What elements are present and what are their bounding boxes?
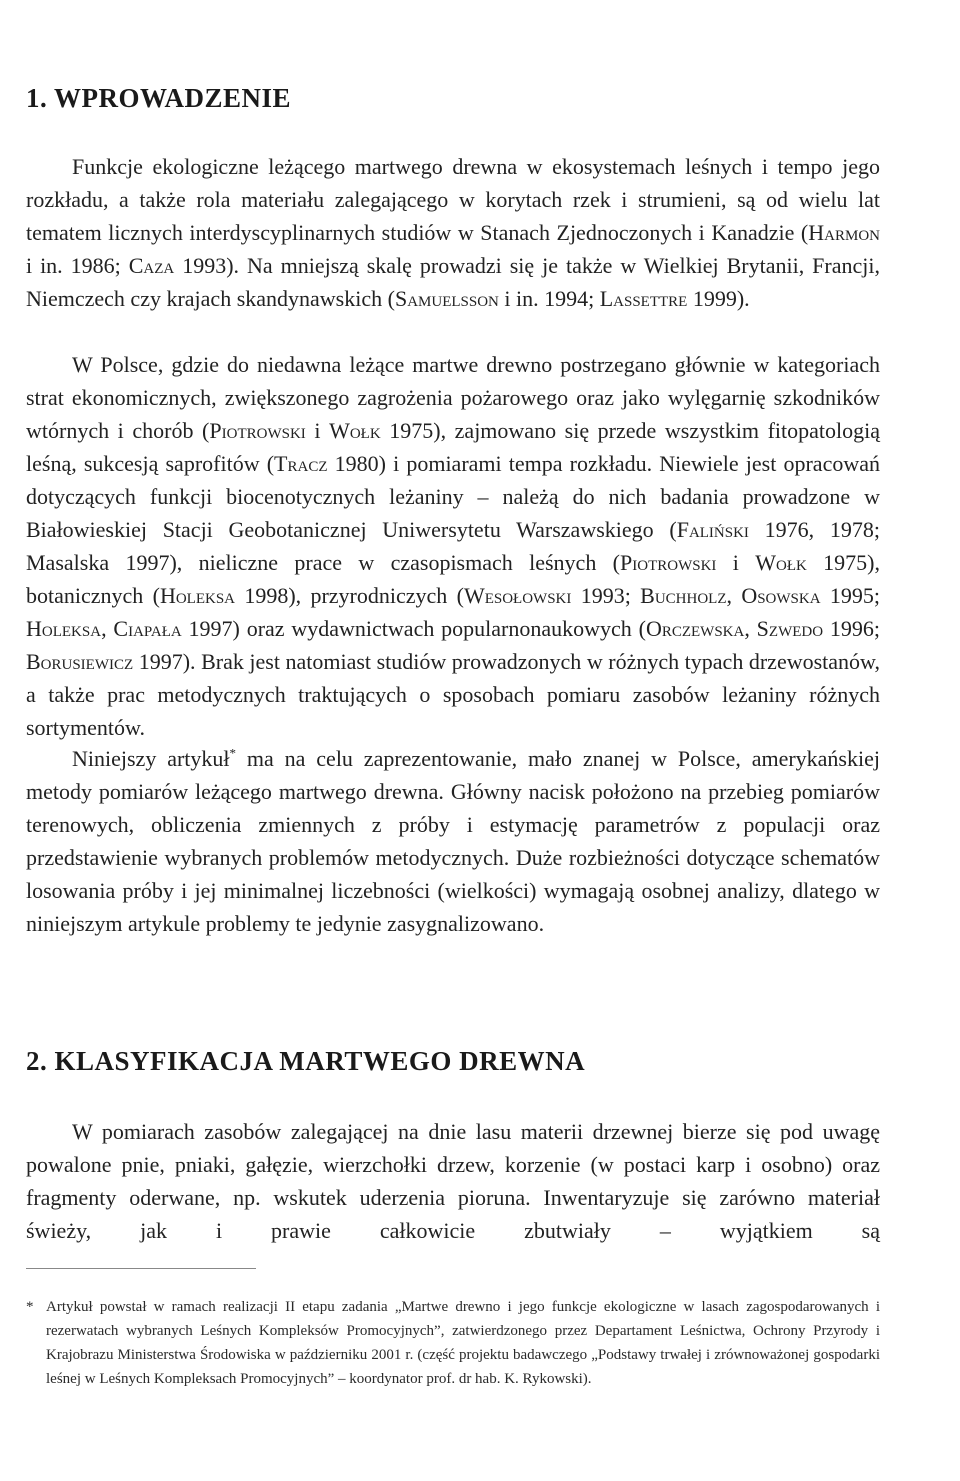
section-heading-classification: 2. KLASYFIKACJA MARTWEGO DREWNA [26, 1046, 586, 1076]
footnote-marker: * [229, 745, 237, 761]
footnote [26, 1295, 880, 1391]
section-heading-introduction: 1. WPROWADZENIE [26, 83, 292, 113]
paragraph-2: W Polsce, gdzie do niedawna leżące martwe drewno postrzegano głównie w kategoriach strat ekonomicznych, zwiększonego zagrożenia pożarowego oraz jako wylęgarnię szkodników wtórnych i chorób (Piotrowski i Wołk 1975), zajmowano się przede wszystkim fitopatologią leśną, sukcesją saprofitów (Tracz 1980) i pomiarami tempa rozkładu. Niewiele jest opracowań dotyczących funkcji biocenotycznych leżaniny – należą do nich badania prowadzone w Białowieskiej Stacji Geobotanicznej Uniwersytetu Warszawskiego (Faliński 1976, 1978; Masalska 1997), nieliczne prace w czasopismach leśnych (Piotrowski i Wołk 1975), botanicznych (Holeksa 1998), przyrodniczych (Wesołowski 1993; Buchholz, Osowska 1995; Holeksa, Ciapała 1997) oraz wydawnictwach popularnonaukowych (Orczewska, Szwedo 1996; Borusiewicz 1997). Brak jest natomiast studiów prowadzonych w różnych typach drzewostanów, a także prac metodycznych traktujących o sposobach pomiaru zasobów leżaniny różnych sortymentów. [26, 352, 881, 740]
footnote-divider [26, 1268, 256, 1269]
paragraph-3: Niniejszy artykuł* ma na celu zaprezentowanie, mało znanej w Polsce, amerykańskiej metody pomiarów leżącego martwego drewna. Główny nacisk położono na przebieg pomiarów terenowych, obliczenia zmiennych z próby i estymację parametrów z populacji oraz przedstawienie wybranych problemów metodycznych. Duże rozbieżności dotyczące schematów losowania próby i jej minimalnej liczebności (wielkości) wymagają osobnej analizy, dlatego w niniejszym artykule problemy te jedynie zasygnalizowano. [26, 745, 880, 936]
paragraph-1: Funkcje ekologiczne leżącego martwego drewna w ekosystemach leśnych i tempo jego rozkładu, a także rola materiału zalegającego w korytach rzek i strumieni, są od wielu lat tematem licznych interdyscyplinarnych studiów w Stanach Zjednoczonych i Kanadzie (Harmon i in. 1986; Caza 1993). Na mniejszą skalę prowadzi się je także w Wielkiej Brytanii, Francji, Niemczech czy krajach skandynawskich (Samuelsson i in. 1994; Lassettre 1999). [26, 154, 880, 311]
footnote-star: * [26, 1299, 34, 1315]
paragraph-4: W pomiarach zasobów zalegającej na dnie lasu materii drzewnej bierze się pod uwagę powalone pnie, pniaki, gałęzie, wierzchołki drzew, korzenie (w postaci karp i osobno) oraz fragmenty oderwane, np. wskutek uderzenia pioruna. Inwentaryzuje się zarówno materiał świeży, jak i prawie całkowicie zbutwiały – wyjątkiem są [26, 1119, 880, 1243]
footnote-text: Artykuł powstał w ramach realizacji II etapu zadania „Martwe drewno i jego funkcje ekologiczne w lasach zagospodarowanych i rezerwatach wybranych Leśnych Kompleksów Promocyjnych”, zatwierdzonego przez Departament Leśnictwa, Ochrony Przyrody i Krajobrazu Ministerstwa Środowiska w październiku 2001 r. (część projektu badawczego „Podstawy trwałej i zrównoważonej gospodarki leśnej w Leśnych Kompleksach Promocyjnych” – koordynator prof. dr hab. K. Rykowski). [46, 1299, 880, 1387]
